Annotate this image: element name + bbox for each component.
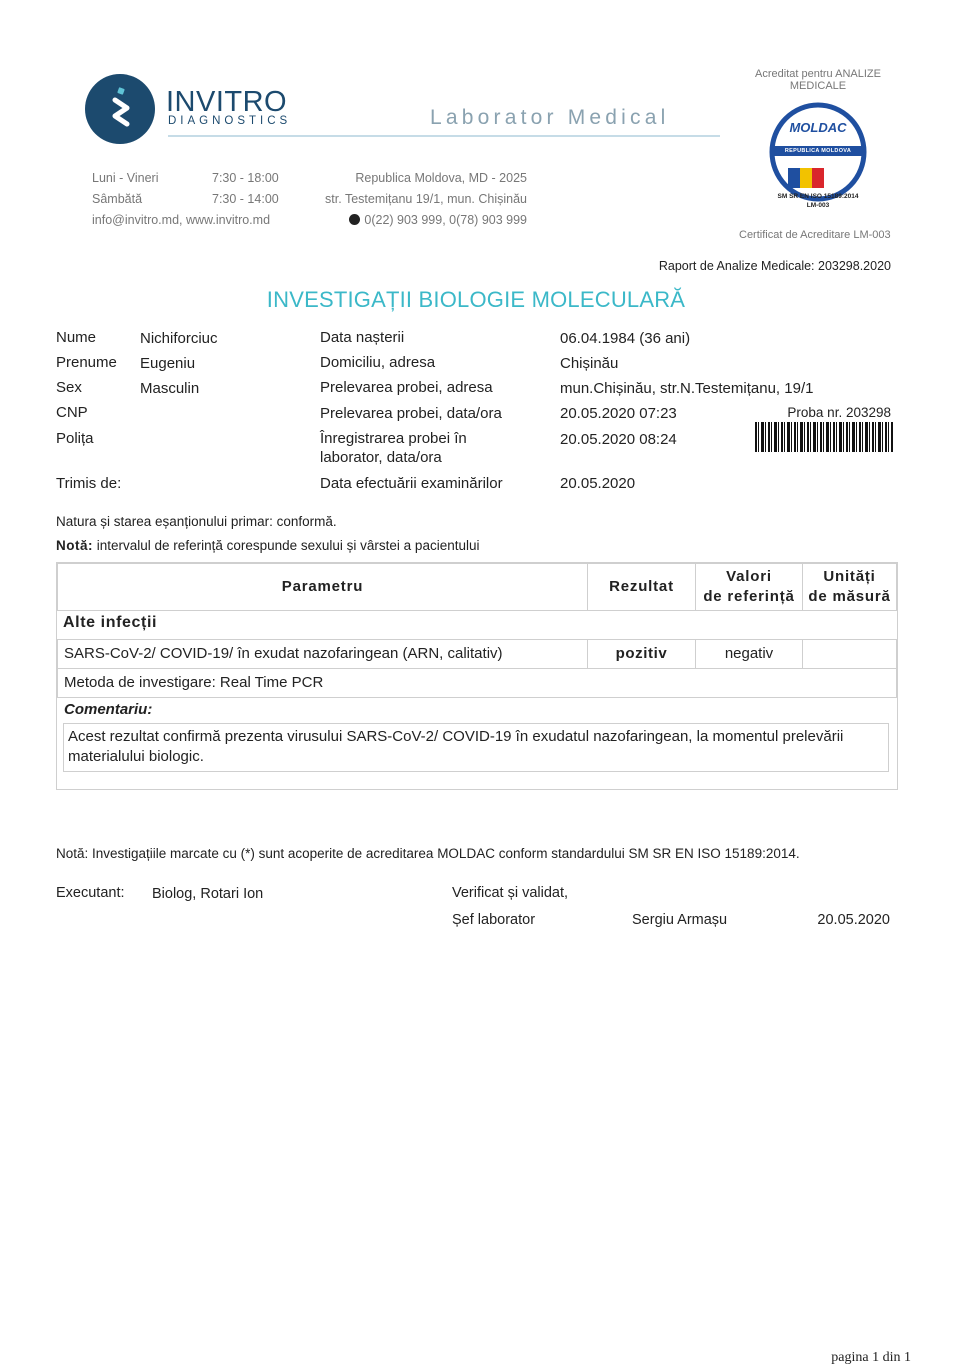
label-data-efectuarii: Data efectuării examinărilor bbox=[320, 475, 503, 492]
accreditation-certificate: Certificat de Acreditare LM-003 bbox=[739, 229, 891, 241]
accreditation-note: Notă: Investigațiile marcate cu (*) sunt acoperite de acreditarea MOLDAC conform standardului SM SR EN ISO 15189:2014. bbox=[56, 846, 800, 861]
method-row: Metoda de investigare: Real Time PCR bbox=[57, 668, 897, 698]
page-title: INVESTIGAȚII BIOLOGIE MOLECULARĂ bbox=[266, 287, 686, 312]
flag-yellow-stripe bbox=[800, 168, 812, 188]
header-reference-line1: Valori bbox=[726, 567, 772, 585]
executor-label: Executant: bbox=[56, 885, 125, 901]
moldac-name: MOLDAC bbox=[789, 120, 847, 135]
hours-day-weekday: Luni - Vineri bbox=[92, 171, 159, 185]
signature-date: 20.05.2020 bbox=[817, 912, 890, 928]
results-table bbox=[56, 562, 898, 790]
value-prelevare-data: 20.05.2020 07:23 bbox=[560, 405, 677, 422]
sample-barcode bbox=[755, 422, 893, 452]
moldac-seal bbox=[766, 100, 870, 212]
invitro-logo-mark-icon bbox=[85, 74, 155, 144]
hours-day-saturday: Sâmbătă bbox=[92, 192, 143, 206]
header-units bbox=[802, 563, 897, 611]
value-nume: Nichiforciuc bbox=[140, 330, 218, 347]
value-domiciliu: Chișinău bbox=[560, 355, 619, 372]
flag-red-stripe bbox=[812, 168, 824, 188]
reference-note bbox=[56, 538, 479, 553]
group-label: Alte infecții bbox=[63, 614, 158, 631]
row-parameter: SARS-CoV-2/ COVID-19/ în exudat nazofaringean (ARN, calitativ) bbox=[57, 639, 588, 669]
header-reference bbox=[695, 563, 803, 611]
value-data-efectuarii: 20.05.2020 bbox=[560, 475, 636, 492]
label-prelevare-adresa: Prelevarea probei, adresa bbox=[320, 379, 493, 396]
flag-blue-stripe bbox=[788, 168, 800, 188]
value-prenume: Eugeniu bbox=[140, 355, 196, 372]
header-reference-line2: de referință bbox=[703, 588, 795, 605]
label-trimis: Trimis de: bbox=[56, 475, 122, 492]
header-result: Rezultat bbox=[587, 563, 696, 611]
header-units-line2: de măsură bbox=[808, 588, 891, 605]
value-inregistrare: 20.05.2020 08:24 bbox=[560, 431, 677, 448]
comment-label: Comentariu: bbox=[64, 701, 153, 718]
header-divider bbox=[168, 135, 720, 137]
moldac-standard: SM SR EN ISO 15189:2014 bbox=[777, 193, 859, 200]
header-parameter: Parametru bbox=[57, 563, 588, 611]
chief-name: Sergiu Armașu bbox=[632, 912, 728, 928]
header-units-line1: Unități bbox=[823, 567, 876, 585]
label-prelevare-data: Prelevarea probei, data/ora bbox=[320, 405, 502, 422]
sample-number: Proba nr. 203298 bbox=[787, 405, 891, 420]
phone-line bbox=[349, 213, 527, 227]
label-polita: Polița bbox=[56, 430, 94, 447]
address-line-1: Republica Moldova, MD - 2025 bbox=[355, 171, 527, 185]
label-inregistrare-2: laborator, data/ora bbox=[320, 449, 442, 466]
verified-label: Verificat și validat, bbox=[452, 885, 569, 901]
row-result: pozitiv bbox=[587, 639, 696, 669]
sample-state-note: Natura și starea eșanționului primar: conformă. bbox=[56, 514, 337, 529]
reference-note-label: Notă: bbox=[56, 538, 93, 553]
contact-email: info@invitro.md, www.invitro.md bbox=[92, 213, 271, 227]
phone-icon bbox=[349, 214, 360, 225]
row-reference: negativ bbox=[695, 639, 803, 669]
label-domiciliu: Domiciliu, adresa bbox=[320, 354, 436, 371]
label-inregistrare-1: Înregistrarea probei în bbox=[320, 430, 467, 447]
brand-subtitle: DIAGNOSTICS bbox=[168, 115, 292, 127]
invitro-logo bbox=[85, 74, 155, 144]
value-prelevare-adresa: mun.Chișinău, str.N.Testemițanu, 19/1 bbox=[560, 380, 814, 397]
label-nume: Nume bbox=[56, 329, 97, 346]
moldac-country: REPUBLICA MOLDOVA bbox=[784, 148, 852, 154]
value-data-nasterii: 06.04.1984 (36 ani) bbox=[560, 330, 691, 347]
value-sex: Masculin bbox=[140, 380, 200, 397]
report-number: Raport de Analize Medicale: 203298.2020 bbox=[658, 259, 891, 273]
label-prenume: Prenume bbox=[56, 354, 117, 371]
hours-time-weekday: 7:30 - 18:00 bbox=[212, 171, 279, 185]
hours-time-saturday: 7:30 - 14:00 bbox=[212, 192, 279, 206]
comment-text: Acest rezultat confirmă prezenta virusului SARS-CoV-2/ COVID-19 în exudatul nazofaringean, la momentul prelevării materialului biologic. bbox=[63, 723, 889, 772]
label-cnp: CNP bbox=[56, 404, 88, 421]
lab-title: Laborator Medical bbox=[430, 106, 670, 129]
executor-name: Biolog, Rotari Ion bbox=[152, 886, 264, 902]
chief-label: Șef laborator bbox=[452, 912, 536, 928]
moldac-code: LM-003 bbox=[806, 202, 830, 209]
reference-note-text: intervalul de referință corespunde sexului și vârstei a pacientului bbox=[96, 538, 480, 553]
phone-number: 0(22) 903 999, 0(78) 903 999 bbox=[364, 213, 527, 227]
row-units bbox=[802, 639, 897, 669]
label-sex: Sex bbox=[56, 379, 82, 396]
brand-name: INVITRO bbox=[166, 86, 288, 118]
address-line-2: str. Testemițanu 19/1, mun. Chișinău bbox=[325, 192, 527, 206]
accreditation-label: Acreditat pentru ANALIZE MEDICALE bbox=[755, 68, 881, 92]
page-number: pagina 1 din 1 bbox=[831, 1350, 911, 1365]
label-data-nasterii: Data nașterii bbox=[320, 329, 405, 346]
